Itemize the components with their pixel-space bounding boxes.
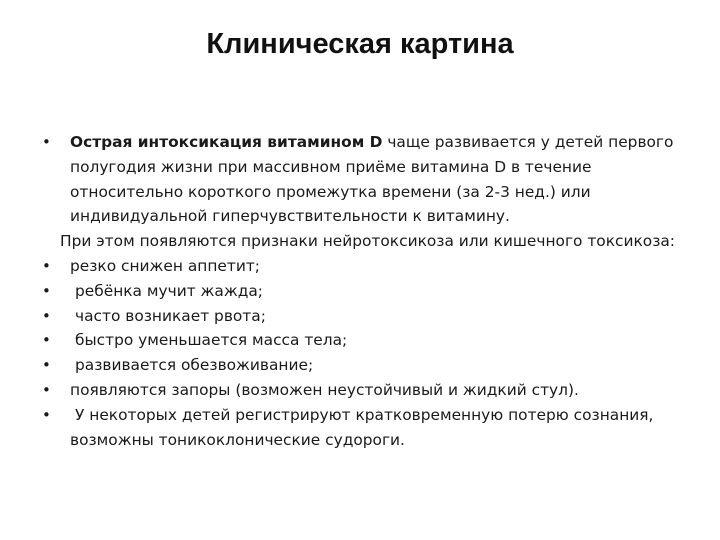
symptom-item: [40, 378, 680, 403]
slide-content: [40, 130, 680, 452]
bullet-marker: •: [42, 281, 51, 300]
bullet-marker: •: [42, 405, 51, 424]
symptom-text: часто возникает рвота;: [75, 306, 266, 325]
bullet-marker: •: [42, 356, 51, 375]
symptom-text: У некоторых детей регистрируют кратковременную потерю сознания, возможны тоникоклонические судороги.: [70, 405, 654, 449]
intro-text: чаще развивается у детей первого полугодия жизни при массивном приёме витамина D в течение относительно короткого промежутка времени (за 2-3 нед.) или индивидуальной гиперчувствительности к витамину.: [70, 133, 674, 226]
bullet-marker: •: [42, 133, 51, 151]
symptom-item: [40, 328, 680, 353]
slide-title: Клиническая картина: [206, 28, 514, 60]
symptom-text: развивается обезвоживание;: [75, 356, 314, 375]
symptom-text: ребёнка мучит жажда;: [75, 281, 263, 300]
symptom-item: [40, 279, 680, 304]
intro-bullet: [40, 130, 680, 229]
symptom-text: резко снижен аппетит;: [70, 256, 260, 275]
bullet-marker: •: [42, 380, 51, 399]
intro-bold-text: Острая интоксикация витамином D: [70, 133, 383, 151]
symptom-item: [40, 254, 680, 279]
symptom-text: быстро уменьшается масса тела;: [75, 331, 348, 350]
bullet-marker: •: [42, 256, 51, 275]
symptom-item: [40, 403, 680, 453]
symptom-item: [40, 353, 680, 378]
bullet-marker: •: [42, 306, 51, 325]
bullet-marker: •: [42, 331, 51, 350]
symptoms-intro-paragraph: При этом появляются признаки нейротоксикоза или кишечного токсикоза:: [60, 232, 675, 251]
symptom-item: [40, 304, 680, 329]
symptom-text: появляются запоры (возможен неустойчивый и жидкий стул).: [70, 380, 579, 399]
